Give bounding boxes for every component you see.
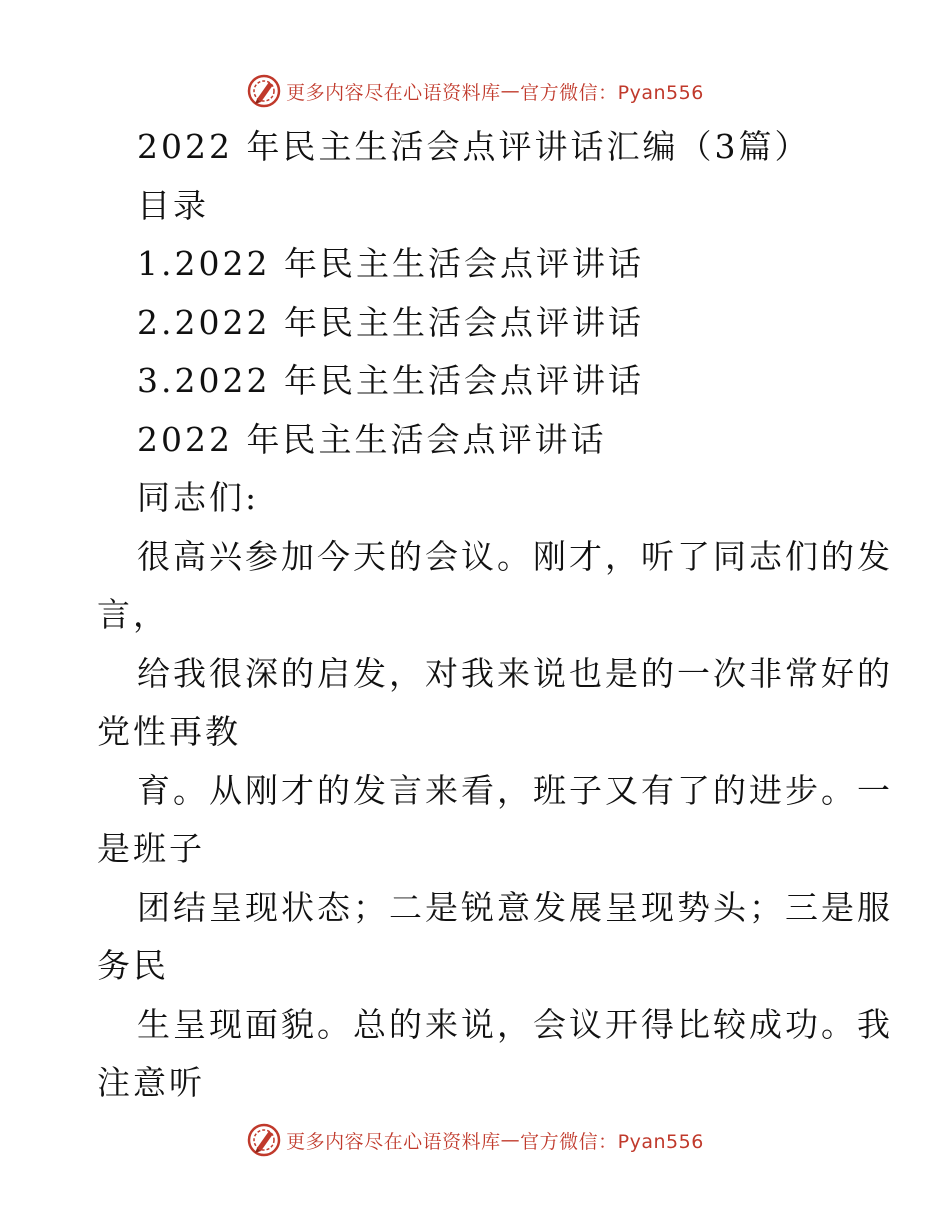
pen-logo-icon — [246, 73, 282, 109]
watermark-footer — [0, 1120, 950, 1160]
body-line: 给我很深的启发，对我来说也是的一次非常好的 — [137, 653, 893, 693]
document-body — [97, 118, 893, 1113]
body-line: 很高兴参加今天的会议。刚才，听了同志们的发 — [137, 536, 893, 576]
document-title: 2022 年民主生活会点评讲话汇编（3篇） — [137, 127, 811, 166]
toc-item: 3.2022 年民主生活会点评讲话 — [137, 361, 644, 400]
toc-heading: 目录 — [137, 185, 209, 225]
body-line: 注意听 — [97, 1063, 205, 1102]
body-line: 言， — [97, 595, 169, 634]
watermark-separator: — — [500, 1129, 521, 1151]
watermark-site-text: 更多内容尽在心语资料库 — [286, 1130, 501, 1153]
body-line: 育。从刚才的发言来看，班子又有了的进步。一 — [137, 770, 893, 810]
watermark-separator: — — [500, 80, 521, 102]
toc-item: 2.2022 年民主生活会点评讲话 — [137, 302, 644, 342]
salutation: 同志们: — [137, 478, 260, 517]
body-line: 务民 — [97, 946, 169, 985]
section-title: 2022 年民主生活会点评讲话 — [137, 419, 607, 459]
body-line: 是班子 — [97, 829, 205, 868]
watermark-wechat-text: 官方微信：Pyan556 — [520, 81, 704, 104]
body-line: 生呈现面貌。总的来说，会议开得比较成功。我 — [137, 1004, 893, 1044]
watermark-wechat-text: 官方微信：Pyan556 — [520, 1130, 704, 1153]
watermark-header — [0, 71, 950, 111]
toc-item: 1.2022 年民主生活会点评讲话 — [137, 244, 644, 283]
watermark-site-text: 更多内容尽在心语资料库 — [286, 81, 501, 104]
body-line: 党性再教 — [97, 712, 241, 751]
body-line: 团结呈现状态；二是锐意发展呈现势头；三是服 — [137, 887, 893, 927]
pen-logo-icon — [246, 1122, 282, 1158]
